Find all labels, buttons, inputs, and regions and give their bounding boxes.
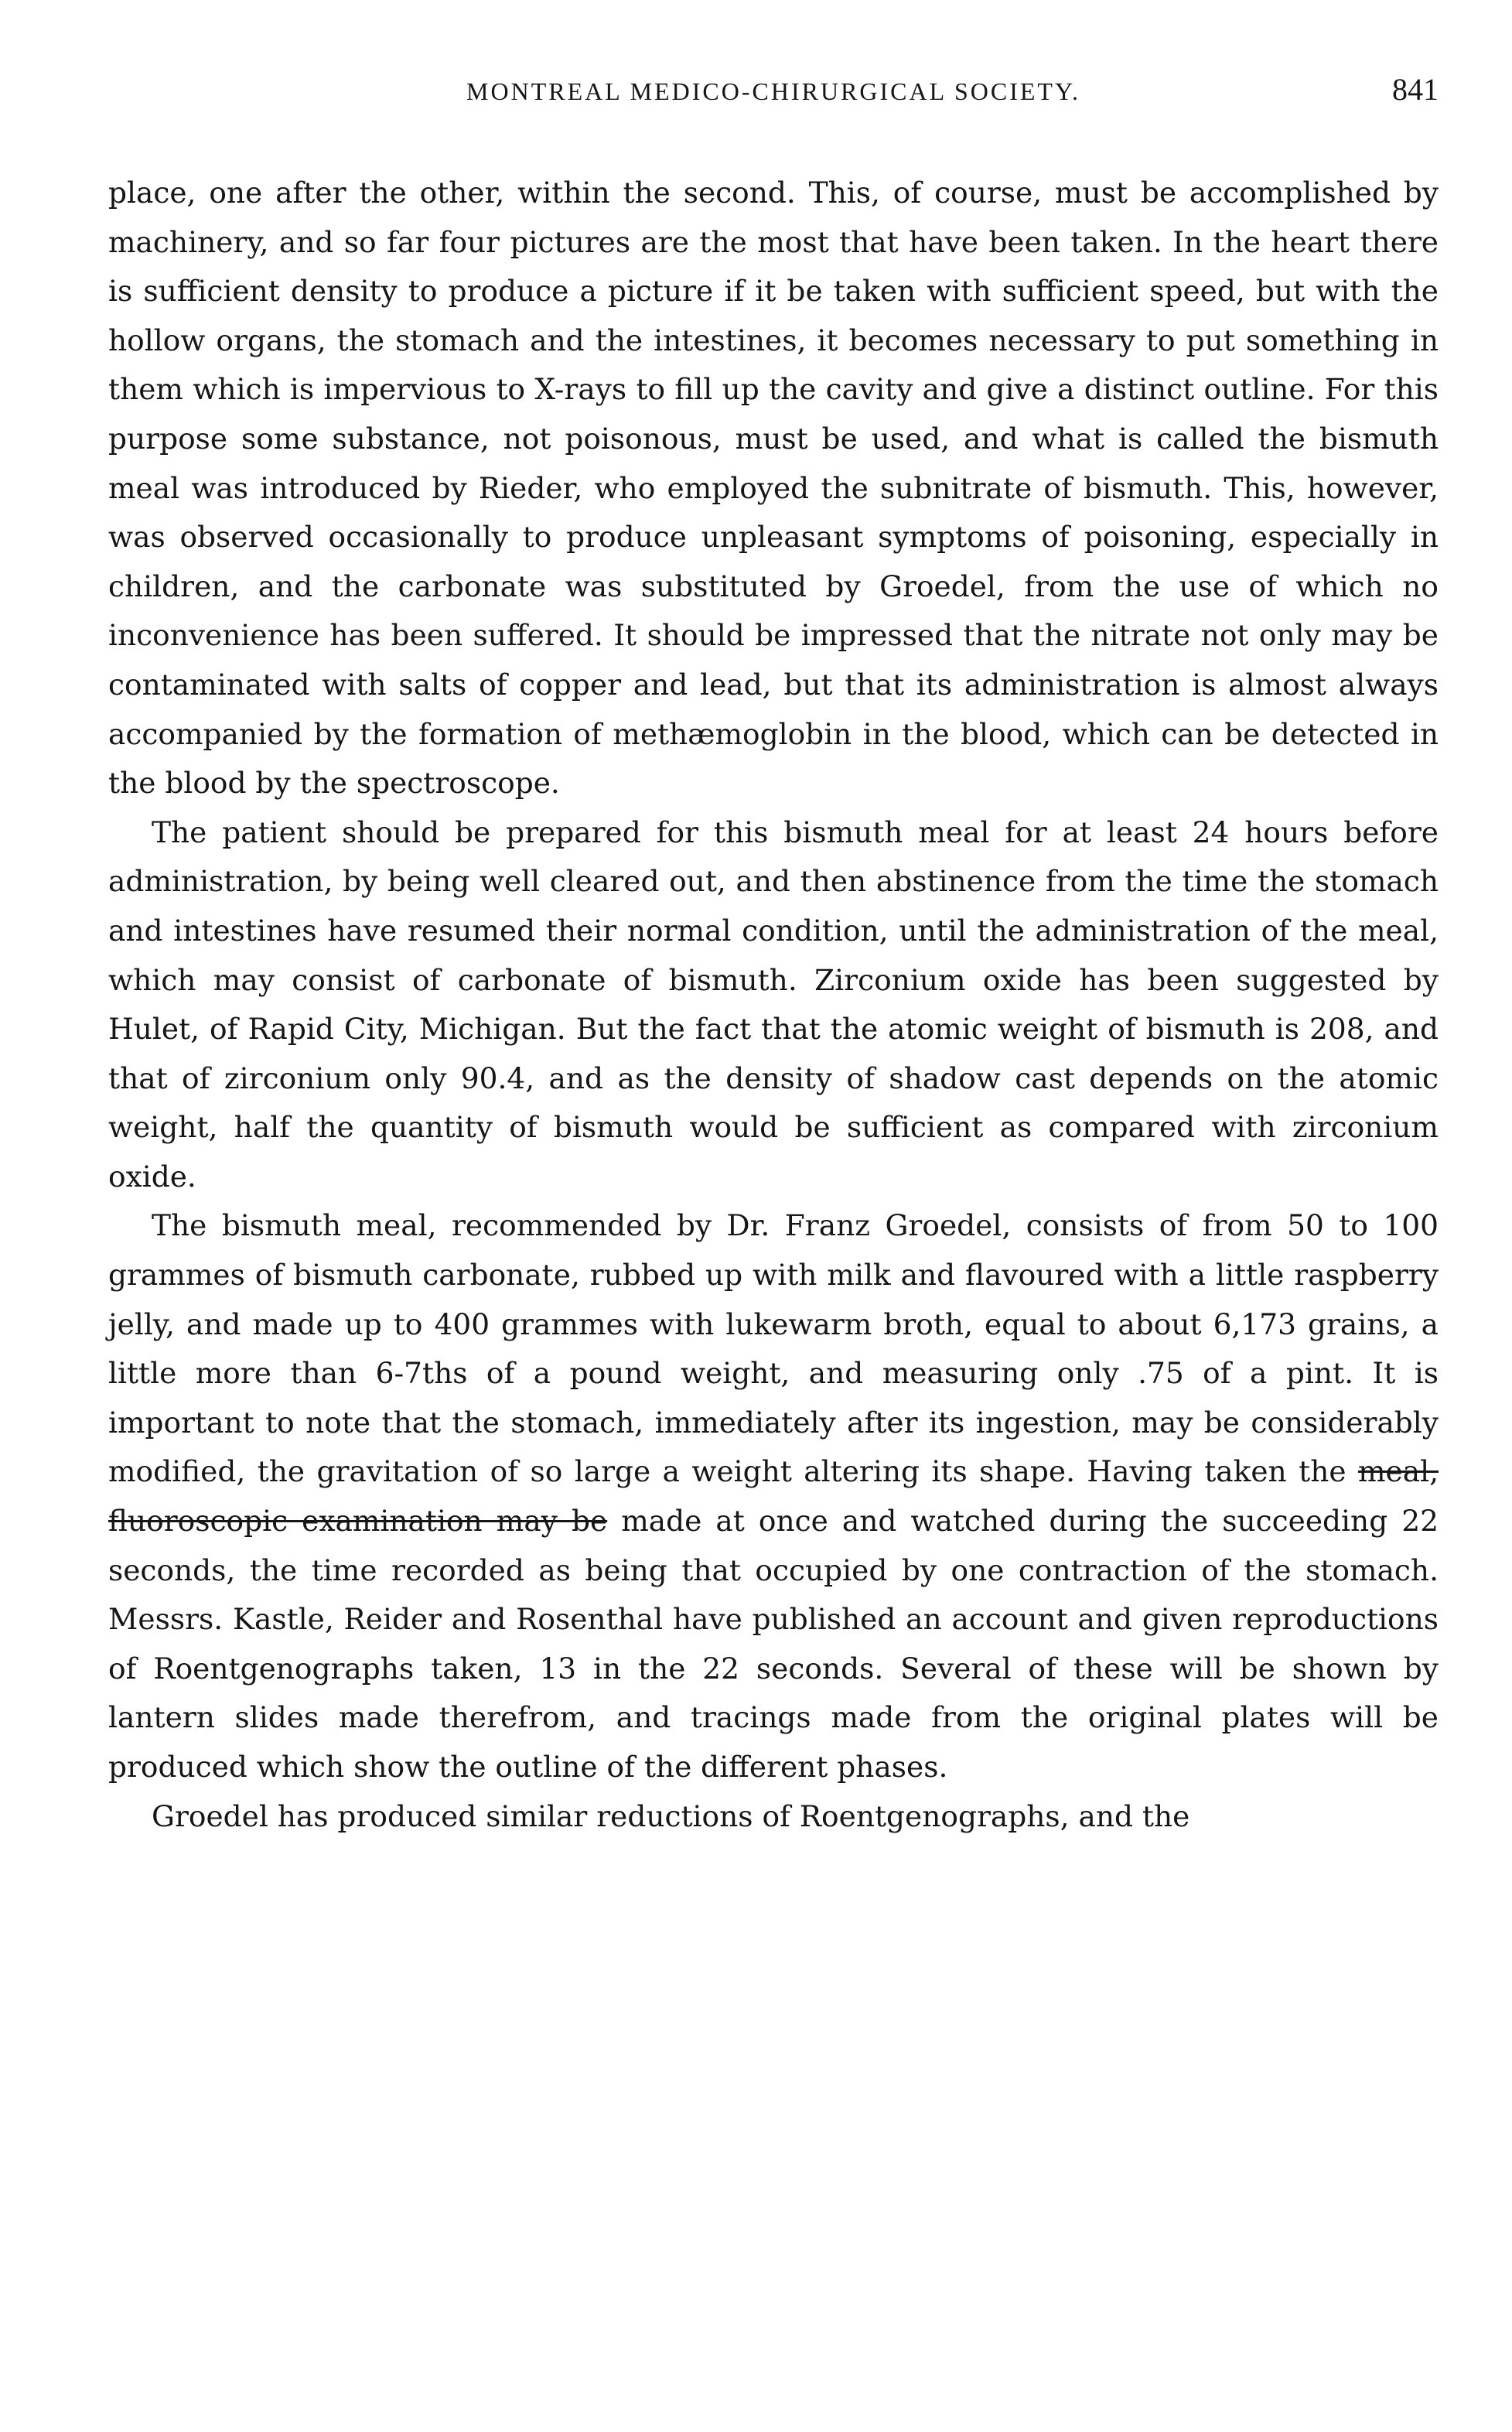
struck-through-text: meal, fluoroscopic examination may be [108,1454,1439,1539]
paragraph-2: The patient should be prepared for this bismuth meal for at least 24 hours before administration, by being well cleared out, and then abstinence from the time the stomach and intestines have resumed their normal condition, until the administration of the meal, which may consist of carbonate of bismuth. Zirconium oxide has been suggested by Hulet, of Rapid City, Michigan. But the fact that the atomic weight of bismuth is 208, and that of zirconium only 90.4, and as the density of shadow cast depends on the atomic weight, half the quantity of bismuth would be sufficient as compared with zirconium oxide. [108,815,1439,1194]
paragraph-3-part-2: made at once and watched during the succeeding 22 seconds, the time recorded as being that occupied by one contraction of the stomach. Messrs. Kastle, Reider and Rosenthal have published an account and given reproductions of Roentgenographs taken, 13 in the 22 seconds. Several of these will be shown by lantern slides made therefrom, and tracings made from the original plates will be produced which show the outline of the different phases. [108,1504,1439,1784]
paragraph-4: Groedel has produced similar reductions of Roentgenographs, and the [152,1798,1190,1833]
page-number: 841 [1392,72,1439,107]
document-page [108,71,1439,1841]
body-text [108,169,1439,1841]
paragraph-3-part-1: The bismuth meal, recommended by Dr. Franz Groedel, consists of from 50 to 100 grammes of bismuth carbonate, rubbed up with milk and flavoured with a little raspberry jelly, and made up to 400 grammes with lukewarm broth, equal to about 6,173 grains, a little more than 6-7ths of a pound weight, and measuring only .75 of a pint. It is important to note that the stomach, immediately after its ingestion, may be considerably modified, the gravitation of so large a weight altering its shape. Having taken the [108,1208,1439,1489]
running-head: MONTREAL MEDICO-CHIRURGICAL SOCIETY. [466,77,1080,105]
page-header [108,71,1439,125]
paragraph-3 [108,1201,1439,1792]
paragraph-1: place, one after the other, within the second. This, of course, must be accomplished by machinery, and so far four pictures are the most that have been taken. In the heart there is sufficient density to produce a picture if it be taken with sufficient speed, but with the hollow organs, the stomach and the intestines, it becomes necessary to put something in them which is impervious to X-rays to fill up the cavity and give a distinct outline. For this purpose some substance, not poisonous, must be used, and what is called the bismuth meal was introduced by Rieder, who employed the subnitrate of bismuth. This, however, was observed occasionally to produce unpleasant symptoms of poisoning, especially in children, and the carbonate was substituted by Groedel, from the use of which no inconvenience has been suffered. It should be impressed that the nitrate not only may be contaminated with salts of copper and lead, but that its administration is almost always accompanied by the formation of methæmoglobin in the blood, which can be detected in the blood by the spectroscope. [108,176,1439,801]
